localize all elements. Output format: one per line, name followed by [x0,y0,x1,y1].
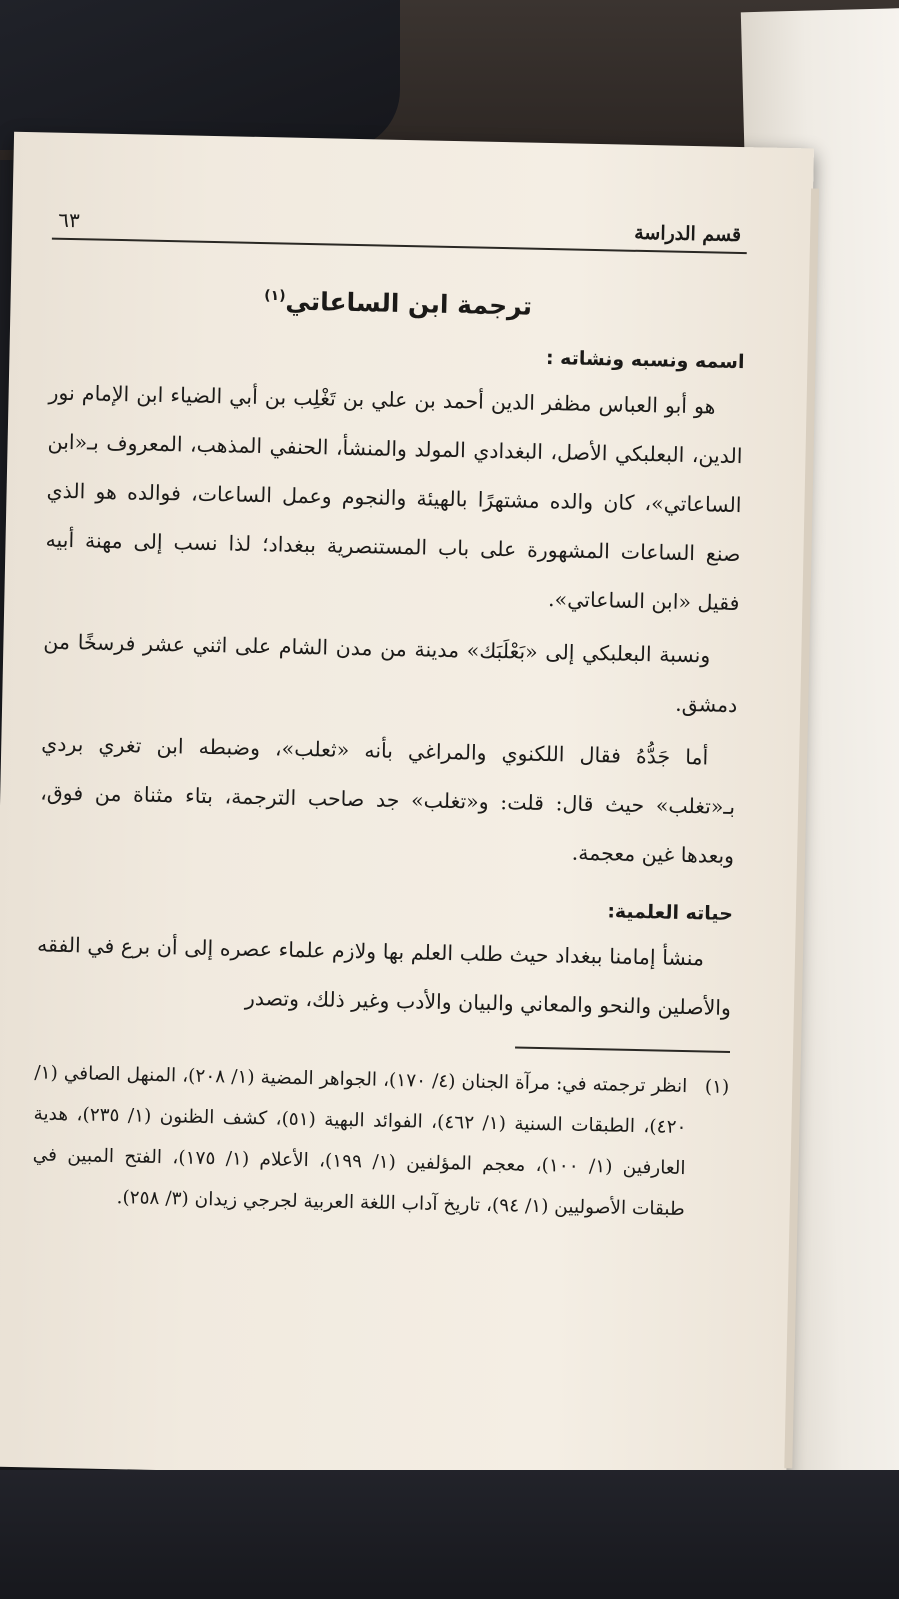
page-header [52,208,748,255]
dark-fabric [0,0,400,150]
page-number: ٦٣ [58,207,81,233]
title-footnote-ref: (١) [264,287,286,305]
footnote-marker: (١) [704,1076,730,1098]
dark-surface-bottom [0,1470,899,1599]
heading-name-lineage: اسمه ونسبه ونشاته : [545,346,745,374]
section-title-text: ترجمة ابن الساعاتي [285,286,533,321]
footnote-text: انظر ترجمته في: مرآة الجنان (٤/ ١٧٠)، الجواهر المضية (١/ ٢٠٨)، المنهل الصافي (١/ ٤٢٠)، الطبقات السنية (١/ ٤٦٢)، الفوائد البهية (٥١)، كشف الظنون (١/ ٢٣٥)، هدية العارفين (١/ ١٠٠)، معجم المؤلفين (١/ ١٩٩)، الأعلام (١/ ١٧٥)، الفتح المبين في طبقات الأصوليين (١/ ٩٤)، تاريخ آداب اللغة العربية لجرجي زيدان (٣/ ٢٥٨). [32,1062,688,1221]
paragraph-lineage: هو أبو العباس مظفر الدين أحمد بن علي بن تَغْلِب بن أبي الضياء ابن الإمام نور الدين، البعلبكي الأصل، البغدادي المولد والمنشأ، الحنفي المذهب، المعروف بـ«ابن الساعاتي»، كان والده مشتهرًا بالهيئة والنجوم وعمل الساعات، فوالده هو الذي صنع الساعات المشهورة على باب المستنصرية ببغداد؛ لذا نسب إلى مهنة أبيه فقيل «ابن الساعاتي». [45,380,743,616]
running-head: قسم الدراسة [634,221,742,247]
paragraph-scholarly-life: منشأ إمامنا ببغداد حيث طلب العلم بها ولازم علماء عصره إلى أن برع في الفقه والأصلين والنحو والمعاني والبيان والأدب وغير ذلك، وتصدر [36,932,732,1020]
footnote-separator [515,1046,730,1053]
paragraph-baalbak: ونسبة البعلبكي إلى «بَعْلَبَك» مدينة من مدن الشام على اثني عشر فرسخًا من دمشق. [43,629,738,718]
paragraph-grandfather: أما جَدُّهُ فقال اللكنوي والمراغي بأنه «ثعلب»، وضبطه ابن تغري بردي بـ«تغلب» حيث قال: قلت: و«تغلب» جد صاحب الترجمة، بتاء مثناة من فوق، وبعدها غين معجمة. [40,731,736,869]
heading-scholarly-life: حياته العلمية: [607,900,734,925]
page-content [31,208,747,1231]
section-title [50,282,745,326]
book-page [0,132,814,1483]
footnote [31,1052,729,1231]
